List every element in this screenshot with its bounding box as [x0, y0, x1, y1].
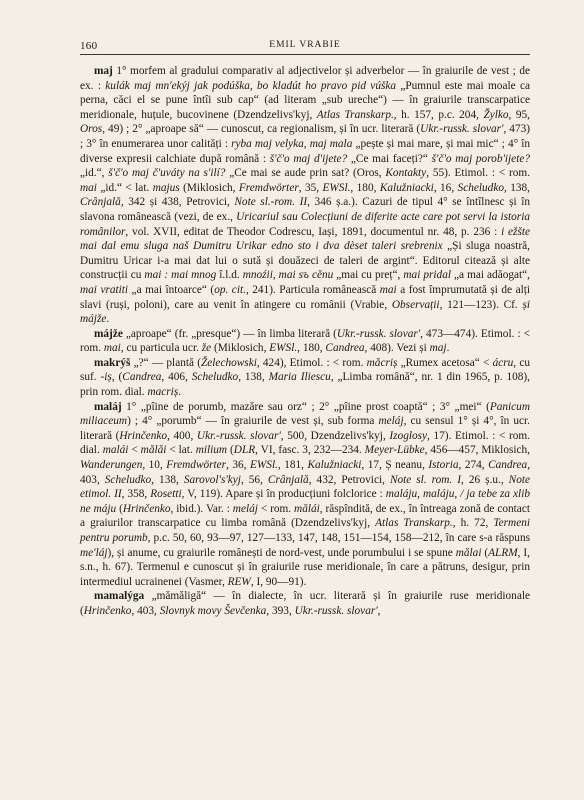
italic-citation: Ukr.-russk. slovar' [420, 123, 504, 136]
definition-text: , vol. XVII, editat de Theodor Codrescu, Iași, 1891, documentul nr. 48, p. 236 : [125, 225, 502, 238]
italic-citation: ALRM [488, 546, 518, 559]
definition-text: (Miklosich, [211, 342, 270, 355]
definition-text: ), și anume, cu graiurile românești de nord-vest, unde porumbului i se spune [107, 546, 456, 559]
italic-citation: -iș [100, 371, 112, 384]
italic-citation: macriș [147, 386, 179, 399]
definition-text: , 10, [142, 459, 167, 472]
italic-citation: EWSl. [249, 459, 278, 472]
dictionary-entry [80, 356, 530, 400]
definition-text: , ( [111, 371, 123, 384]
italic-citation: Candrea [325, 342, 365, 355]
definition-text: , 393, [266, 604, 295, 617]
definition-text: , h. 157, p.c. 204, [393, 108, 484, 121]
italic-citation: Ukr.-russk. slovar' [336, 327, 421, 340]
definition-text: 1° „pîine de porumb, mazăre sau orz“ ; 2° „pîine prost coaptă“ ; 3° „mei“ ( [121, 400, 490, 413]
italic-citation: mai [80, 181, 97, 194]
definition-text: , 406, [161, 371, 192, 384]
definition-text: , 138, [238, 371, 269, 384]
italic-citation: Scheludko [191, 371, 239, 384]
definition-text: , 181, [277, 459, 308, 472]
definition-text: , 17). Etimol. : < rom. dial. [80, 429, 531, 457]
definition-text: < lat. [166, 444, 196, 457]
definition-text: , 121—123). Cf. [439, 298, 523, 311]
definition-text: , 424), Etimol. : < rom. [256, 356, 367, 369]
entry-headword: maj [94, 65, 113, 77]
definition-text: ) ; 4° „porumb“ — în graiurile de vest și, sub forma [127, 415, 379, 428]
italic-citation: mai [103, 342, 121, 355]
definition-text: . [178, 386, 182, 399]
definition-text: „pește și mai mare, și mai mic“ ; 4° în diverse expresii calchiate după română : [80, 137, 530, 165]
italic-citation: Kontakty [385, 167, 427, 180]
italic-citation: mălái [294, 502, 320, 515]
italic-citation: Žylko [483, 108, 509, 121]
italic-citation: maláju, maláju, / ja tebe za xlib ne máju [80, 488, 530, 515]
italic-citation: Observații [391, 298, 440, 311]
definition-text: , 403, [80, 459, 531, 486]
italic-citation: Atlas Transkarp. [375, 517, 453, 530]
definition-text: . [446, 342, 450, 355]
definition-text: ( [116, 502, 123, 515]
italic-citation: DLR [233, 444, 256, 457]
italic-citation: Crânjală [80, 196, 121, 209]
header-rule [80, 54, 530, 55]
definition-text: , 49) ; 2° „aproape să“ — cunoscut, ca regionalism, și în ucr. literară ( [102, 123, 421, 136]
definition-text: „mai cu preț“, [333, 269, 404, 282]
italic-citation: Note sl. rom. I [389, 473, 462, 486]
definition-text: , 274, [458, 459, 489, 472]
definition-text: , cu suf. [80, 356, 530, 384]
dictionary-entry [80, 589, 530, 618]
definition-text: , 35, [298, 181, 323, 194]
italic-citation: Uricariul sau Colecțiuni de diferite acte care pot servi la istoria românilor [80, 210, 530, 238]
definition-text: , 26 ș.u., [461, 473, 509, 486]
definition-text: „id.“, [80, 167, 109, 180]
definition-text: , 500, Dzendzelivs'kyj, [280, 429, 390, 442]
italic-citation: mălai [455, 546, 482, 559]
italic-citation: š'č'o maj č'uváty na s'ilí? [108, 167, 226, 180]
italic-citation: EWSl. [269, 342, 298, 355]
definition-text: , 473—474). Etimol. : < rom. [80, 327, 530, 355]
italic-citation: Kalužniacki [379, 181, 434, 194]
definition-text: , 403, [131, 604, 160, 617]
definition-text: „?“ — plantă ( [130, 356, 201, 369]
italic-citation: Scheludko [457, 181, 504, 194]
definition-text: , 36, [226, 459, 250, 472]
italic-citation: Ukr.-russk. slovar' [196, 429, 281, 442]
dictionary-entry [80, 400, 530, 590]
italic-citation: Hrinčenko [119, 429, 168, 442]
italic-citation: Crânjală [267, 473, 309, 486]
italic-citation: REW [227, 575, 251, 588]
definition-text: , 16, [433, 181, 458, 194]
definition-text: , I, 90—91). [250, 575, 307, 588]
italic-citation: Atlas Transkarp. [316, 108, 394, 121]
italic-citation: Hrinčenko [83, 604, 132, 617]
definition-text: î.l.d. [216, 269, 243, 282]
italic-citation: mai [379, 283, 397, 296]
italic-citation: și májže [80, 298, 530, 326]
definition-text: „mămăligă“ — în dialecte, în ucr. literară și în graiurile ruse meridionale ( [80, 590, 530, 617]
italic-citation: maj [429, 342, 447, 355]
italic-citation: Fremdwörter [166, 459, 227, 472]
definition-text: < [128, 444, 141, 457]
italic-citation: Kalužniacki [307, 459, 362, 472]
page-number: 160 [80, 40, 98, 52]
italic-citation: me'láj [80, 546, 108, 559]
italic-citation: Note sl.-rom. II [234, 196, 308, 209]
definition-text: , 180, [297, 342, 326, 355]
definition-text: , p.c. 50, 60, 93—97, 127—133, 147, 148, 151—154, 158—212, în care s-a răspuns [147, 532, 530, 544]
italic-citation: Hrinčenko [122, 502, 171, 515]
italic-citation: milium [195, 444, 228, 457]
definition-text: , 138, [151, 473, 184, 486]
definition-text: „Pumnul este mai moale ca perna, căci el se pune întîi sub cap“ (ad literam „sub ureche“) — în graiurile transcarpatice meridionale, huțule, bucovinene (Dzendzelivs'kyj, [80, 79, 530, 121]
definition-text: , I, s.n., h. 67). Termenul e cunoscut și în graiurile ruse meridionale, în care a pătruns, desigur, prin intermediul ucrainenei (Vasmer, [80, 546, 530, 588]
dictionary-body [80, 64, 530, 619]
italic-citation: že [201, 342, 212, 355]
italic-citation: i ežšte mai dal emu sluga naš Dumitru Urikar edno sto i dva dèset taleri srebrenix [80, 225, 530, 253]
italic-citation: Wanderungen [80, 459, 143, 472]
italic-citation: ryba maj velyka, maj mala [231, 137, 353, 150]
entry-headword: májže [94, 327, 123, 340]
definition-text: , 95, [508, 108, 530, 121]
definition-text: , 17, Ș neanu, [361, 459, 429, 472]
definition-text: , 241). Particula românească [245, 283, 380, 296]
italic-citation: Oros [80, 123, 103, 136]
italic-citation: mai vratiti [80, 283, 129, 296]
definition-text: , ibid.). Var. : [170, 502, 233, 515]
definition-text: , cu sensul 1° și 4°, în ucr. literară ( [80, 415, 530, 442]
definition-text: „Rumex acetosa“ < [397, 356, 493, 369]
definition-text: „a mai adăogat“, [450, 269, 530, 282]
definition-text: < rom. [257, 502, 295, 515]
definition-text: , h. 72, [452, 517, 494, 530]
definition-text: , 473) ; 3° în enumerarea unor calități : [80, 123, 531, 150]
definition-text: , 432, Petrovici, [308, 473, 390, 486]
definition-text: , 180, [350, 181, 380, 194]
italic-citation: Note etimol. II [80, 473, 531, 501]
italic-citation: Meyer-Lübke [364, 444, 425, 457]
definition-text: , 56, [240, 473, 268, 486]
italic-citation: š'č'o maj porob'ijete? [431, 152, 530, 165]
italic-citation: malái [102, 444, 129, 457]
italic-citation: mnoźii, mai sъ cěnu [242, 269, 334, 282]
italic-citation: Panicum miliaceum [80, 400, 530, 428]
italic-citation: Rosetti [150, 488, 182, 501]
italic-citation: măcriș [366, 356, 398, 369]
italic-citation: Termeni pentru porumb [80, 517, 531, 544]
definition-text: , VI, fasc. 3, 232—234. [255, 444, 365, 457]
dictionary-entry [80, 64, 530, 327]
definition-text: „id.“ < lat. [96, 181, 153, 194]
entry-headword: makrýš [94, 356, 131, 369]
running-title: EMIL VRABIE [269, 40, 341, 50]
definition-text: , „Limba română“, nr. 1 din 1965, p. 108), prin rom. dial. [80, 371, 530, 399]
italic-citation: op. cit. [214, 283, 246, 296]
definition-text: 1° morfem al gradului comparativ al adjectivelor și adverbelor — în graiurile de vest ; de ex. : [80, 65, 530, 92]
italic-citation: Candrea [488, 459, 528, 472]
definition-text: , 346 ș.a.). Cazuri de tipul 4° se întîlnesc și în slavona românească (vezi, de ex., [80, 196, 530, 223]
definition-text: „a mai întoarce“ ( [128, 283, 215, 296]
definition-text: , 138, [504, 181, 530, 194]
definition-text: „Și sluga noastră, Dumitru Uricar i-a mai dat lui o sută și douăzeci de taleri de argint“. Editorul citează și alte construcții cu [80, 240, 530, 282]
definition-text: a fost împrumutată și de alți slavi (ruși, poloni), care au venit în atingere cu românii (Vrabie, [80, 283, 531, 311]
italic-citation: Scheludko [104, 473, 152, 486]
italic-citation: Maria Iliescu [268, 371, 331, 384]
definition-text: , 55). Etimol. : < rom. [426, 167, 531, 180]
definition-text: „aproape“ (fr. „presque“) — în limba literară ( [122, 327, 337, 340]
italic-citation: Candrea [122, 371, 162, 384]
italic-citation: Želechowski [201, 356, 257, 369]
definition-text: ( [481, 546, 489, 559]
italic-citation: ácru [492, 356, 514, 369]
italic-citation: Istoria [428, 459, 459, 472]
italic-citation: Sarovol's'kyj [183, 473, 241, 486]
definition-text: . [106, 313, 110, 326]
definition-text: „Ce mai se aude prin sat? (Oros, [225, 167, 386, 180]
definition-text: (Miklosich, [179, 181, 239, 194]
definition-text: , 358, [121, 488, 151, 501]
definition-text: , cu particula ucr. [120, 342, 202, 355]
definition-text: ( [227, 444, 234, 457]
italic-citation: Izoglosy [389, 429, 428, 442]
entry-headword: maláj [94, 400, 122, 413]
definition-text: „Ce mai faceți?“ [347, 152, 432, 165]
italic-citation: Slovnyk movy Ševčenka [159, 604, 267, 617]
italic-citation: EWSl. [322, 181, 351, 194]
definition-text: , 408). Vezi și [364, 342, 430, 355]
italic-citation: Ukr.-russk. slovar' [294, 604, 378, 617]
italic-citation: Fremdwörter [238, 181, 299, 194]
definition-text: , 456—457, Miklosich, [424, 444, 530, 457]
definition-text: , V, 119). Apare și în producțiuni folclorice : [181, 488, 386, 501]
italic-citation: mai : mai mnog [144, 269, 217, 282]
definition-text: , răspîndită, de ex., în întreaga zonă de contact a graiurilor transcarpatice cu limba română (Dzendzelivs'kyj, [80, 502, 530, 530]
italic-citation: meláj [232, 502, 258, 515]
italic-citation: meláj [378, 415, 404, 428]
italic-citation: mălăi [140, 444, 167, 457]
italic-citation: mai pridal [403, 269, 451, 282]
italic-citation: majus [152, 181, 180, 194]
italic-citation: kulák maj mn'ekýj jak podúška, bo kladút ho pravo pid vúška [105, 79, 397, 92]
dictionary-entry [80, 327, 530, 356]
entry-headword: mamalýga [94, 590, 145, 603]
italic-citation: š'č'o maj d'ijete? [269, 152, 348, 165]
definition-text: , 400, [167, 429, 197, 442]
definition-text: , 342 și 438, Petrovici, [120, 196, 235, 209]
definition-text: , [377, 604, 381, 617]
